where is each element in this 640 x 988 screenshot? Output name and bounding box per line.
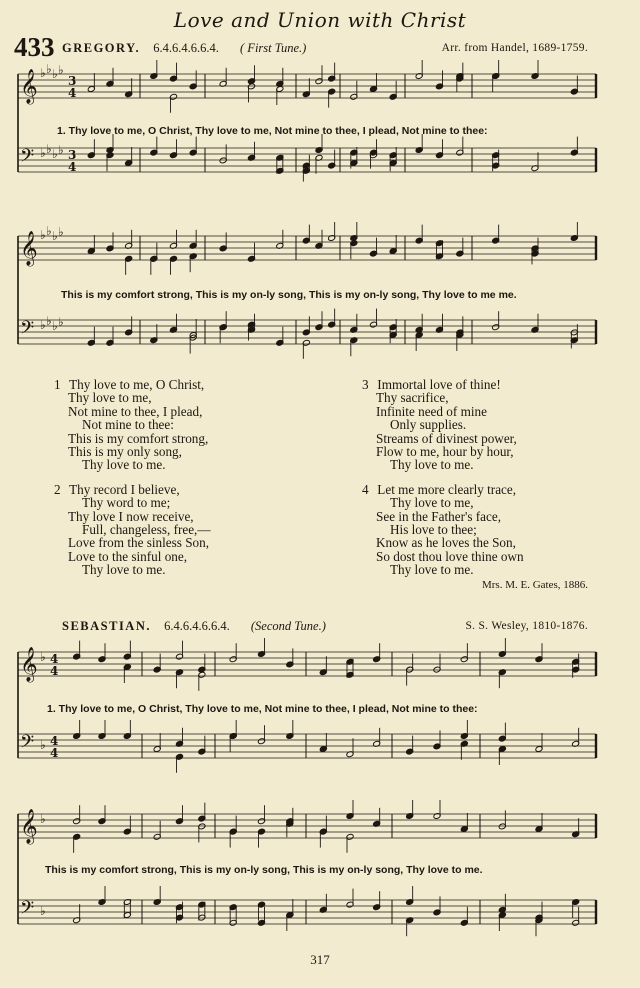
bass-clef-icon: 𝄢 [20, 898, 35, 923]
key-signature-icon: ♭ [40, 146, 46, 160]
verse-line: Thy love I now receive, [68, 508, 194, 524]
tune-note: (Second Tune.) [250, 619, 326, 633]
treble-clef-icon: 𝄞 [20, 231, 38, 266]
key-signature-icon: ♭ [58, 63, 64, 77]
verse-line: Thy love to me, [68, 390, 152, 406]
verse-line: Thy love to me. [390, 457, 474, 473]
bass-clef-icon: 𝄢 [20, 146, 35, 171]
verse-line: Love to the sinful one, [68, 548, 188, 564]
key-signature-icon: ♭ [52, 147, 58, 161]
time-signature: 3 [68, 74, 77, 88]
key-signature-icon: ♭ [40, 812, 46, 826]
verse-number: 2 [54, 481, 61, 497]
tune-name: SEBASTIAN. [62, 619, 151, 633]
verse-line: Thy love to me. [82, 562, 166, 578]
time-signature: 4 [50, 652, 59, 666]
key-signature-icon: ♭ [46, 224, 52, 238]
bass-clef-icon: 𝄢 [20, 318, 35, 343]
time-signature: 4 [68, 86, 77, 100]
verse-line: Thy love to me. [390, 562, 474, 578]
key-signature-icon: ♭ [52, 319, 58, 333]
verses-right-column [362, 378, 524, 588]
first-tune-score [0, 60, 640, 370]
time-signature: 4 [50, 734, 59, 748]
page-title: Love and Union with Christ [173, 8, 467, 32]
verse-line: Thy record I believe, [69, 481, 180, 497]
verse-2 [54, 483, 211, 577]
verse-line: Infinite need of mine [376, 403, 487, 419]
verse-line: Thy word to me; [82, 495, 171, 511]
key-signature-icon: ♭ [52, 67, 58, 81]
first-tune-heading [62, 41, 306, 56]
verse-line: See in the Father's face, [376, 508, 502, 524]
verse-line: So dost thou love thine own [376, 548, 524, 564]
verse-line: This is my only song, [68, 444, 182, 460]
verse-line: This is my comfort strong, [68, 430, 209, 446]
verse-line: Thy sacrifice, [376, 390, 449, 406]
time-signature: 4 [68, 160, 77, 174]
verse-number: 3 [362, 377, 369, 392]
key-signature-icon: ♭ [40, 228, 46, 242]
verse-1 [54, 378, 211, 472]
lyric-line-4: This is my comfort strong, This is my on-ly song, This is my on-ly song, Thy love to me. [45, 864, 483, 876]
key-signature-icon: ♭ [46, 142, 52, 156]
first-tune-composer: Arr. from Handel, 1689-1759. [441, 42, 588, 54]
tune-meter: 6.4.6.4.6.6.4. [164, 619, 230, 633]
second-tune-score [0, 638, 640, 948]
verse-line: His love to thee; [390, 522, 477, 538]
verse-line: Not mine to thee: [82, 417, 174, 433]
lyric-line-2: This is my comfort strong, This is my on-ly song, This is my on-ly song, Thy love to me me. [61, 289, 517, 301]
tune-note: ( First Tune.) [240, 41, 307, 55]
time-signature: 3 [68, 148, 77, 162]
second-tune-heading [62, 619, 326, 634]
verse-line: Not mine to thee, I plead, [68, 403, 203, 419]
verse-line: Let me more clearly trace, [377, 481, 517, 497]
key-signature-icon: ♭ [46, 62, 52, 76]
treble-clef-icon: 𝄞 [20, 809, 38, 844]
verse-line: Flow to me, hour by hour, [376, 444, 514, 460]
lyric-line-3: 1. Thy love to me, O Christ, Thy love to me, Not mine to thee, I plead, Not mine to thee: [47, 703, 478, 715]
second-tune-composer: S. S. Wesley, 1810-1876. [465, 620, 588, 632]
key-signature-icon: ♭ [58, 315, 64, 329]
hymn-attribution: Mrs. M. E. Gates, 1886. [481, 579, 588, 591]
treble-clef-icon: 𝄞 [20, 69, 38, 104]
key-signature-icon: ♭ [40, 904, 46, 918]
key-signature-icon: ♭ [58, 225, 64, 239]
bass-clef-icon: 𝄢 [20, 732, 35, 757]
key-signature-icon: ♭ [40, 738, 46, 752]
verse-4 [362, 483, 524, 577]
hymn-number: 433 [14, 32, 55, 62]
verse-3 [362, 378, 524, 472]
verse-line: Know as he loves the Son, [376, 535, 516, 551]
verse-line: Thy love to me, [390, 495, 474, 511]
time-signature: 4 [50, 746, 59, 760]
verse-line: Love from the sinless Son, [68, 535, 210, 551]
verses-left-column [54, 378, 211, 588]
verse-number: 1 [54, 377, 61, 392]
key-signature-icon: ♭ [58, 143, 64, 157]
key-signature-icon: ♭ [46, 314, 52, 328]
verse-line: Thy love to me. [82, 457, 166, 473]
verse-number: 4 [362, 481, 369, 497]
page-number: 317 [310, 952, 330, 967]
verse-line: Immortal love of thine! [377, 377, 501, 392]
key-signature-icon: ♭ [40, 318, 46, 332]
key-signature-icon: ♭ [40, 66, 46, 80]
tune-name: GREGORY. [62, 41, 141, 55]
lyric-line-1: 1. Thy love to me, O Christ, Thy love to me, Not mine to thee, I plead, Not mine to thee: [57, 125, 488, 137]
tune-meter: 6.4.6.4.6.6.4. [153, 41, 219, 55]
treble-clef-icon: 𝄞 [20, 647, 38, 682]
verse-line: Thy love to me, O Christ, [69, 377, 205, 392]
key-signature-icon: ♭ [40, 650, 46, 664]
key-signature-icon: ♭ [52, 229, 58, 243]
verse-line: Streams of divinest power, [376, 430, 517, 446]
time-signature: 4 [50, 664, 59, 678]
verse-line: Only supplies. [390, 417, 467, 433]
verse-line: Full, changeless, free,— [82, 522, 211, 538]
